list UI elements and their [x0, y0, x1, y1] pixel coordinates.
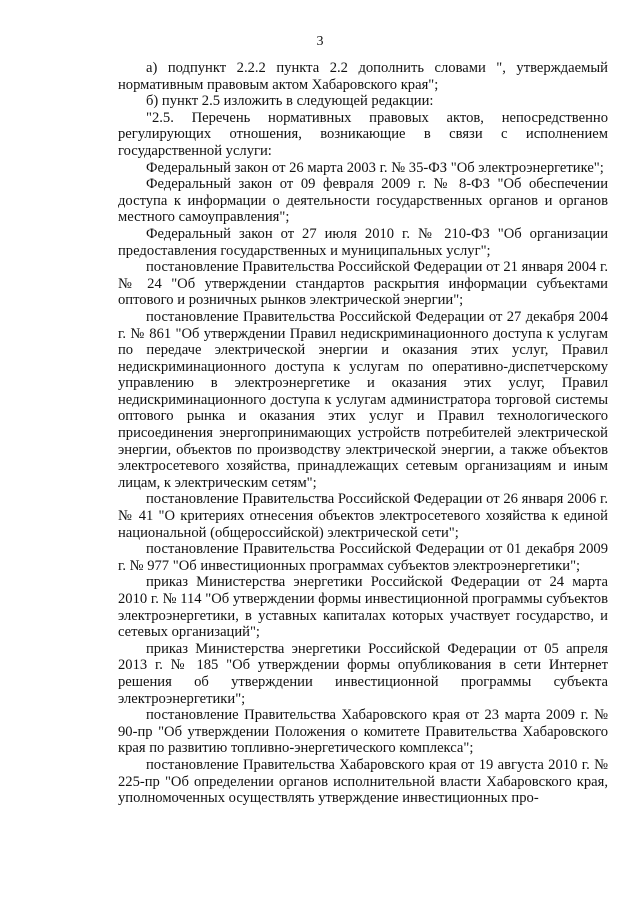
paragraph: постановление Правительства Российской Федерации от 26 января 2006 г. № 41 "О критериях отнесения объектов электросетевого хозяйства к единой национальной (общероссийской) электрической сети";	[118, 491, 608, 541]
paragraph: Федеральный закон от 27 июля 2010 г. № 210-ФЗ "Об организации предоставления государственных и муниципальных услуг";	[118, 225, 608, 259]
paragraph: а) подпункт 2.2.2 пункта 2.2 дополнить словами ", утверждаемый нормативным правовым актом Хабаровского края";	[118, 60, 608, 93]
paragraph: Федеральный закон от 09 февраля 2009 г. № 8-ФЗ "Об обеспечении доступа к информации о деятельности государственных органов и органов местного самоуправления";	[118, 176, 608, 226]
page-number: 3	[316, 34, 324, 49]
paragraph: постановление Правительства Хабаровского края от 19 августа 2010 г. № 225-пр "Об определении органов исполнительной власти Хабаровского края, уполномоченных осуществлять утверждение инвестиционных про-	[118, 756, 608, 807]
paragraph: "2.5. Перечень нормативных правовых актов, непосредственно регулирующих отношения, возникающие в связи с исполнением государственной услуги:	[118, 109, 608, 159]
document-body	[118, 60, 608, 807]
paragraph: постановление Правительства Российской Федерации от 01 декабря 2009 г. № 977 "Об инвестиционных программах субъектов электроэнергетики";	[118, 541, 608, 574]
paragraph: постановление Правительства Российской Федерации от 27 декабря 2004 г. № 861 "Об утверждении Правил недискриминационного доступа к услугам по передаче электрической энергии и оказания этих услуг, Правил недискриминационного доступа к услугам по оперативно-диспетчерскому управлению в электроэнергетике и оказания этих услуг, Правил недискриминационного доступа к услугам администратора торговой системы оптового рынка и оказания этих услуг и Правил технологического присоединения энергопринимающих устройств потребителей электрической энергии, объектов по производству электрической энергии, а также объектов электросетевого хозяйства, принадлежащих сетевым организациям и иным лицам, к электрическим сетям";	[118, 308, 608, 491]
paragraph: б) пункт 2.5 изложить в следующей редакции:	[146, 93, 434, 110]
paragraph: постановление Правительства Хабаровского края от 23 марта 2009 г. № 90-пр "Об утверждении Положения о комитете Правительства Хабаровского края по развитию топливно-энергетического комплекса";	[118, 707, 608, 757]
paragraph: постановление Правительства Российской Федерации от 21 января 2004 г. № 24 "Об утверждении стандартов раскрытия информации субъектами оптового и розничных рынков электрической энергии";	[118, 259, 608, 309]
paragraph: Федеральный закон от 26 марта 2003 г. № 35-ФЗ "Об электроэнергетике";	[146, 159, 604, 176]
paragraph: приказ Министерства энергетики Российской Федерации от 05 апреля 2013 г. № 185 "Об утверждении формы опубликования в сети Интернет решения об утверждении инвестиционной программы субъекта электроэнергетики";	[118, 640, 608, 707]
paragraph: приказ Министерства энергетики Российской Федерации от 24 марта 2010 г. № 114 "Об утверждении формы инвестиционной программы субъектов электроэнергетики, в уставных капиталах которых участвует государство, и сетевых организаций";	[118, 574, 608, 641]
